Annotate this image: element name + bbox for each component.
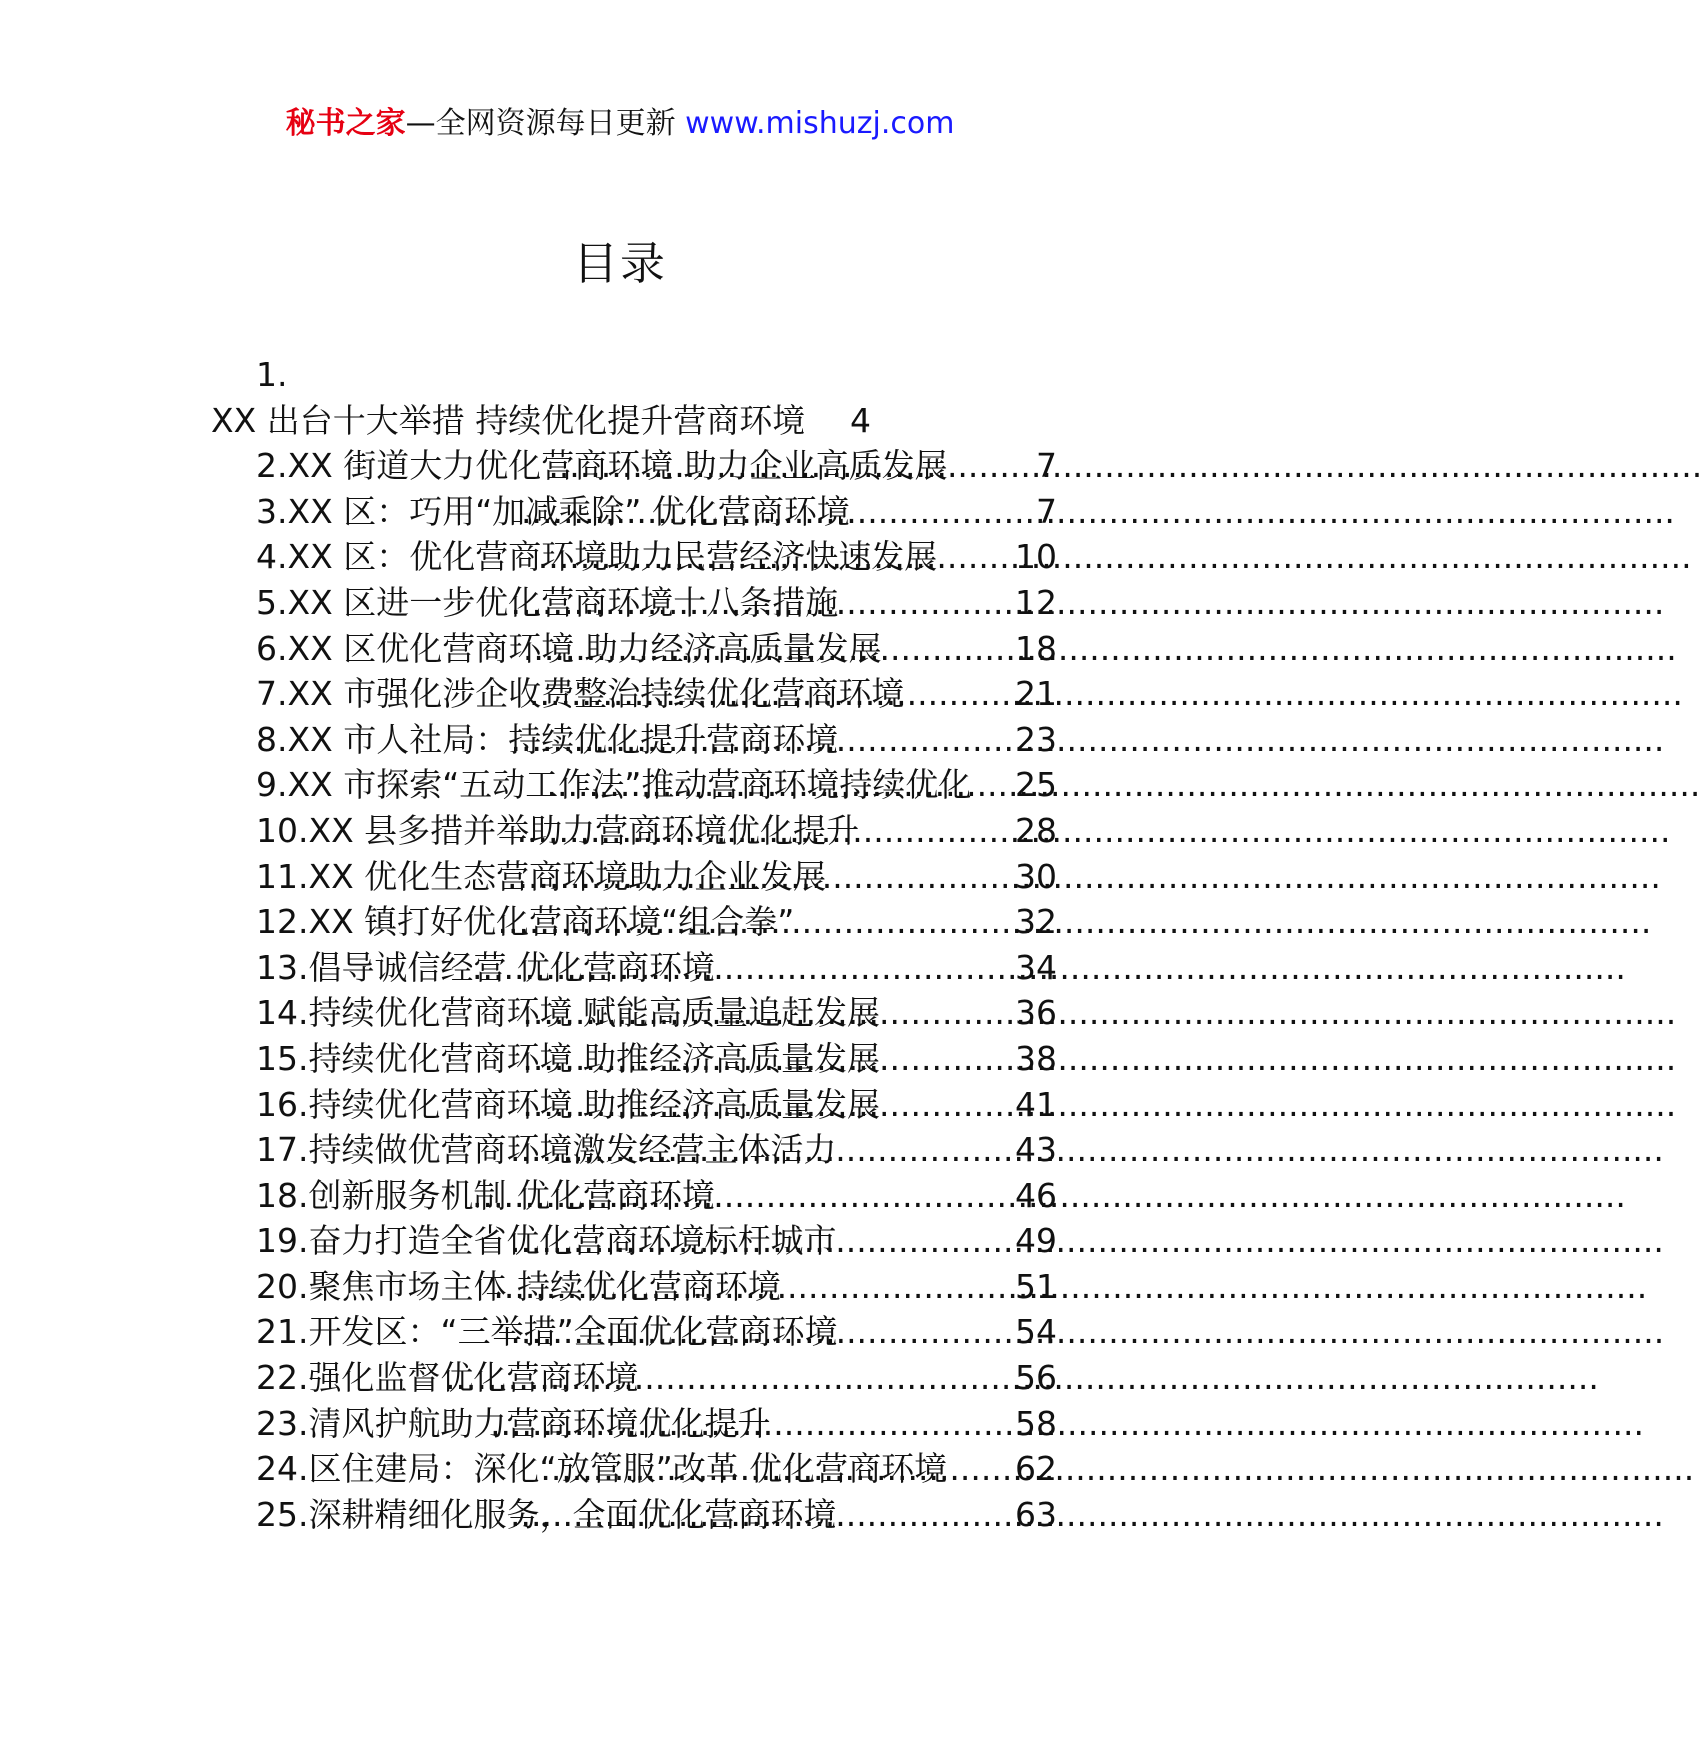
leader-dots (538, 534, 1015, 580)
leader-dots (510, 1492, 1015, 1538)
toc-entry-title: 19.奋力打造全省优化营商环境标杆城市 (256, 1221, 837, 1261)
toc-entry-title: 2.XX 街道大力优化营商环境 助力企业高质发展 (256, 446, 948, 486)
toc-page-number: 58 (1015, 1403, 1057, 1443)
toc-entry-title: 3.XX 区：巧用“加减乘除” 优化营商环境 (256, 491, 850, 531)
toc-page-number: 41 (1015, 1084, 1057, 1124)
toc-entry-title: 22.强化监督优化营商环境 (256, 1358, 639, 1398)
header-tagline: —全网资源每日更新 (405, 106, 686, 141)
leader-dots (540, 1446, 1015, 1492)
toc-entry-title: 5.XX 区进一步优化营商环境十八条措施 (256, 582, 839, 622)
toc-entry[interactable] (256, 1401, 1057, 1447)
toc-entry[interactable] (256, 945, 1057, 991)
toc-page-number: 43 (1015, 1130, 1057, 1170)
toc-entry-title: 17.持续做优营商环境激发经营主体活力 (256, 1130, 837, 1170)
toc-page-number: 28 (1015, 810, 1057, 850)
toc-page-number: 56 (1015, 1358, 1057, 1398)
toc-entry-title: 14.持续优化营商环境 赋能高质量追赶发展 (256, 993, 880, 1033)
toc-page-number: 63 (1015, 1494, 1057, 1534)
toc-entry[interactable] (256, 1309, 1057, 1355)
toc-page-number: 25 (1015, 765, 1057, 805)
toc-entry-title: 18.创新服务机制 优化营商环境 (256, 1175, 715, 1215)
toc-entry-title: 7.XX 市强化涉企收费整治持续优化营商环境 (256, 674, 905, 714)
toc-entry[interactable] (256, 808, 1057, 854)
toc-entry-title: 24.区住建局：深化“放管服”改革 优化营商环境 (256, 1449, 948, 1489)
toc-entry[interactable] (256, 899, 1057, 945)
toc-entry-title: 25.深耕精细化服务，全面优化营商环境 (256, 1494, 837, 1534)
toc-page-number: 30 (1015, 856, 1057, 896)
toc-entry-title: 12.XX 镇打好优化营商环境“组合拳” (256, 902, 795, 942)
toc-entry[interactable] (256, 1218, 1057, 1264)
toc-page-number: 54 (1015, 1312, 1057, 1352)
leader-dots (510, 1309, 1015, 1355)
toc-entry[interactable] (256, 534, 1057, 580)
toc-entry[interactable] (256, 671, 1057, 717)
leader-dots (472, 945, 1015, 991)
document-title: 目录 (572, 237, 667, 290)
toc-entry[interactable] (256, 854, 1057, 900)
page-header (0, 102, 1240, 146)
leader-dots (522, 1036, 1015, 1082)
toc-page-number: 51 (1015, 1266, 1057, 1306)
table-of-contents (211, 352, 1057, 1537)
toc-entry-title: 4.XX 区：优化营商环境助力民营经济快速发展 (256, 537, 938, 577)
brand-name: 秘书之家 (285, 106, 406, 141)
leader-dots (546, 762, 1015, 808)
leader-dots (497, 899, 1015, 945)
toc-page-number: 12 (1015, 582, 1057, 622)
toc-page-number: 4 (850, 400, 871, 440)
toc-entry-title: 23.清风护航助力营商环境优化提升 (256, 1403, 771, 1443)
leader-dots (523, 626, 1015, 672)
toc-page-number: 38 (1015, 1038, 1057, 1078)
toc-entry[interactable] (256, 1446, 1057, 1492)
leader-dots (510, 1218, 1015, 1264)
toc-entry[interactable] (256, 1492, 1057, 1538)
leader-dots (521, 489, 1036, 535)
toc-entry[interactable] (256, 443, 1057, 489)
toc-entry-title: 15.持续优化营商环境 助推经济高质量发展 (256, 1038, 880, 1078)
toc-entry[interactable] (256, 762, 1057, 808)
toc-page-number: 34 (1015, 947, 1057, 987)
leader-dots (445, 1355, 1015, 1401)
toc-entry-title: 16.持续优化营商环境 助推经济高质量发展 (256, 1084, 880, 1124)
toc-page-number: 21 (1015, 674, 1057, 714)
toc-entry-title: 6.XX 区优化营商环境 助力经济高质量发展 (256, 628, 882, 668)
leader-dots (511, 580, 1015, 626)
site-url-link[interactable]: www.mishuzj.com (685, 106, 955, 141)
toc-entry[interactable] (256, 1036, 1057, 1082)
toc-page-number: 49 (1015, 1221, 1057, 1261)
toc-entry[interactable] (256, 1127, 1057, 1173)
toc-entry-title: 8.XX 市人社局：持续优化提升营商环境 (256, 719, 839, 759)
toc-page-number: 23 (1015, 719, 1057, 759)
toc-page-number: 18 (1015, 628, 1057, 668)
toc-entry-title: 20.聚焦市场主体 持续优化营商环境 (256, 1266, 781, 1306)
toc-entry-title: 21.开发区：“三举措”全面优化营商环境 (256, 1312, 838, 1352)
leader-dots (529, 671, 1015, 717)
toc-entry-1[interactable] (211, 398, 1057, 444)
toc-entry[interactable] (256, 626, 1057, 672)
leader-dots (511, 717, 1015, 763)
leader-dots (472, 1173, 1015, 1219)
leader-dots (522, 990, 1015, 1036)
toc-entry[interactable] (256, 990, 1057, 1036)
toc-entry[interactable] (256, 580, 1057, 626)
toc-page-number: 46 (1015, 1175, 1057, 1215)
toc-entry-title: XX 出台十大举措 持续优化提升营商环境 (211, 400, 806, 440)
leader-dots (490, 1401, 1015, 1447)
toc-entry-title: 9.XX 市探索“五动工作法”推动营商环境持续优化 (256, 765, 972, 805)
toc-entry[interactable] (256, 1355, 1057, 1401)
toc-entry[interactable] (256, 1264, 1057, 1310)
leader-dots (493, 1264, 1015, 1310)
toc-page-number: 10 (1015, 537, 1057, 577)
leader-dots (510, 1127, 1015, 1173)
toc-entry-title: 13.倡导诚信经营 优化营商环境 (256, 947, 715, 987)
leader-dots (517, 808, 1015, 854)
toc-page-number: 32 (1015, 902, 1057, 942)
toc-page-number: 7 (1036, 446, 1057, 486)
toc-entry-title: 11.XX 优化生态营商环境助力企业发展 (256, 856, 827, 896)
toc-entry[interactable] (256, 489, 1057, 535)
toc-entry[interactable] (256, 1082, 1057, 1128)
leader-dots (548, 443, 1036, 489)
toc-entry[interactable] (256, 717, 1057, 763)
leader-dots (507, 854, 1015, 900)
toc-entry-title: 10.XX 县多措并举助力营商环境优化提升 (256, 810, 860, 850)
toc-page-number: 62 (1015, 1449, 1057, 1489)
toc-page-number: 7 (1036, 491, 1057, 531)
toc-page-number: 36 (1015, 993, 1057, 1033)
toc-entry[interactable] (256, 1173, 1057, 1219)
leader-dots (522, 1082, 1015, 1128)
toc-entry-1-number[interactable]: 1. (256, 355, 288, 394)
